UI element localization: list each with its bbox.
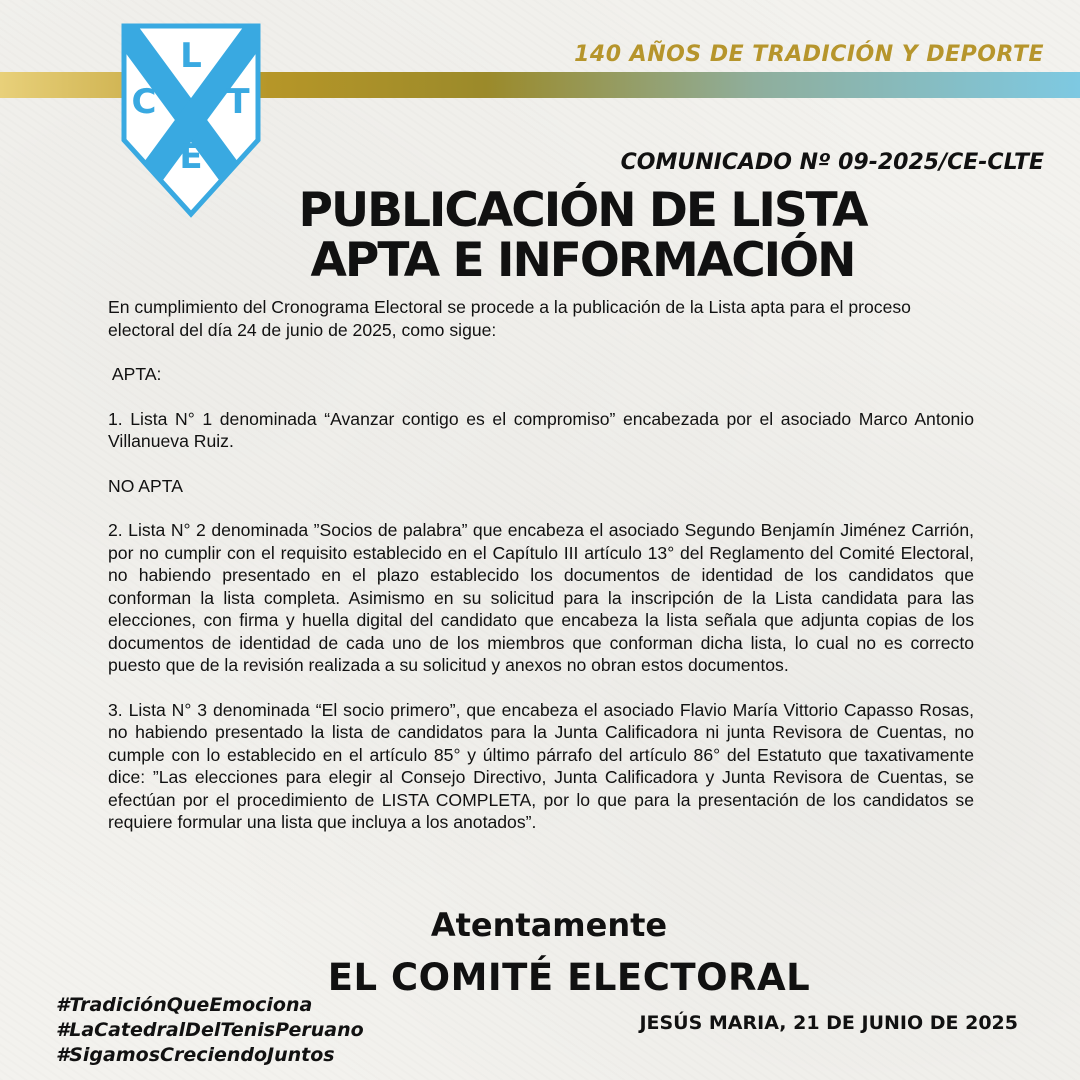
title-line-2: APTA E INFORMACIÓN — [310, 233, 855, 288]
list-item-2: 2. Lista N° 2 denominada ”Socios de palabra” que encabeza el asociado Segundo Benjamín Jiménez Carrión, por no cumplir con el requisito establecido en el Capítulo III artículo 13° del Reglamento del Comité Electoral, no habiendo presentado en el plazo establecido los documentos de identidad de los candidatos que conforman la lista completa. Asimismo en su solicitud para la inscripción de la Lista candidata para las elecciones, con firma y huella digital del candidato que encabeza la lista señala que adjunta copias de los documentos de identidad de cada uno de los miembros que conforman dicha lista, lo cual no es correcto puesto que de la revisión realizada a su solicitud y anexos no obran estos documentos. — [108, 520, 974, 675]
comunicado-number: COMUNICADO Nº 09-2025/CE-CLTE — [620, 150, 1044, 175]
closing-atentamente: Atentamente — [430, 906, 668, 944]
no-apta-heading: NO APTA — [108, 475, 183, 496]
list-item-3: 3. Lista N° 3 denominada “El socio primero”, que encabeza el asociado Flavio María Vittorio Capasso Rosas, no habiendo presentado la lista de candidatos para la Junta Calificadora ni junta Revisora de Cuentas, no cumple con lo establecido en el artículo 85° y último párrafo del artículo 86° del Estatuto que taxativamente dice: ”Las elecciones para elegir al Consejo Directivo, Junta Calificadora y Junta Revisora de Cuentas, se efectúan por el procedimiento de LISTA COMPLETA, por lo que para la presentación de los candidatos se requiere formular una lista que incluya a los anotados”. — [108, 699, 974, 832]
logo-letter-left: C — [131, 82, 157, 122]
list-item-1: 1. Lista N° 1 denominada “Avanzar contigo es el compromiso” encabezada por el asociado Marco Antonio Villanueva Ruiz. — [108, 408, 974, 451]
hashtag: #LaCatedralDelTenisPeruano — [56, 1019, 364, 1041]
hashtag: #SigamosCreciendoJuntos — [56, 1044, 335, 1066]
apta-heading: APTA: — [108, 364, 162, 384]
tagline: 140 AÑOS DE TRADICIÓN Y DEPORTE — [574, 42, 1044, 67]
hashtags — [56, 993, 364, 1068]
logo-letter-top: L — [180, 36, 202, 76]
title-line-1: PUBLICACIÓN DE LISTA — [298, 183, 867, 238]
logo-letter-bottom: E — [179, 137, 203, 177]
communique-body — [108, 296, 974, 856]
intro-paragraph: En cumplimiento del Cronograma Electoral se procede a la publicación de la Lista apta para el proceso electoral del día 24 de junio de 2025, como sigue: — [108, 297, 911, 340]
logo-letter-right: T — [226, 82, 250, 122]
date-location: JESÚS MARIA, 21 DE JUNIO DE 2025 — [639, 1012, 1018, 1034]
hashtag: #TradiciónQueEmociona — [56, 994, 313, 1016]
closing-signature: EL COMITÉ ELECTORAL — [327, 956, 811, 999]
